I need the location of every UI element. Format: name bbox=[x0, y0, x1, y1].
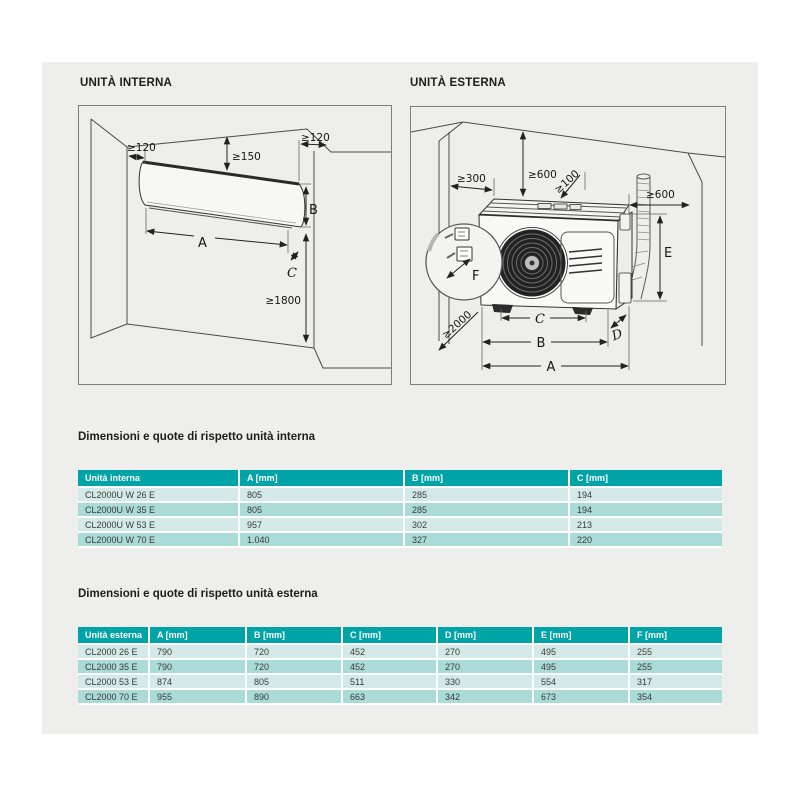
table-cell: 805 bbox=[240, 503, 405, 518]
indoor-dim-a-label: A bbox=[198, 236, 207, 251]
outdoor-dim-c-label: C bbox=[535, 312, 545, 327]
table-cell: 285 bbox=[405, 503, 570, 518]
outdoor-dim-f-label: F bbox=[472, 269, 480, 284]
table-cell: 327 bbox=[405, 533, 570, 548]
indoor-unit-diagram bbox=[78, 105, 392, 385]
outdoor-dim-a-label: A bbox=[546, 360, 556, 375]
table-row bbox=[78, 675, 722, 690]
table-cell: 317 bbox=[630, 675, 722, 690]
table-cell: 955 bbox=[150, 690, 247, 705]
table-cell: CL2000 26 E bbox=[78, 645, 150, 660]
table-row bbox=[78, 645, 722, 660]
table-cell: 663 bbox=[343, 690, 438, 705]
table-cell: CL2000 70 E bbox=[78, 690, 150, 705]
indoor-diagram-title: UNITÀ INTERNA bbox=[80, 77, 173, 89]
column-header: A [mm] bbox=[240, 470, 405, 488]
table-cell: 194 bbox=[570, 488, 722, 503]
outdoor-clearance-back-label: ≥100 bbox=[552, 167, 582, 197]
table-cell: 495 bbox=[534, 660, 630, 675]
outdoor-unit-diagram bbox=[410, 106, 726, 385]
table-cell: 890 bbox=[247, 690, 343, 705]
table-cell: 805 bbox=[240, 488, 405, 503]
table-cell: 720 bbox=[247, 660, 343, 675]
unit-foot bbox=[572, 307, 593, 315]
table-cell: 805 bbox=[247, 675, 343, 690]
table-cell: 673 bbox=[534, 690, 630, 705]
table-cell: 220 bbox=[570, 533, 722, 548]
table-row bbox=[78, 533, 722, 548]
outdoor-dim-b-label: B bbox=[536, 336, 546, 351]
table-cell: CL2000U W 53 E bbox=[78, 518, 240, 533]
table-cell: 511 bbox=[343, 675, 438, 690]
column-header: E [mm] bbox=[534, 627, 630, 645]
column-header: Unità esterna bbox=[78, 627, 150, 645]
table-cell: 213 bbox=[570, 518, 722, 533]
table-row bbox=[78, 660, 722, 675]
indoor-table-header-row bbox=[78, 470, 722, 488]
indoor-clearance-top-label: ≥150 bbox=[232, 151, 261, 163]
indoor-dimensions-table bbox=[78, 470, 722, 548]
unit-foot bbox=[492, 304, 513, 313]
table-cell: CL2000 35 E bbox=[78, 660, 150, 675]
table-cell: 452 bbox=[343, 645, 438, 660]
column-header: B [mm] bbox=[247, 627, 343, 645]
indoor-floor-clearance-label: ≥1800 bbox=[265, 295, 301, 307]
table-cell: 452 bbox=[343, 660, 438, 675]
outdoor-diagram-title: UNITÀ ESTERNA bbox=[410, 77, 506, 89]
table-cell: 354 bbox=[630, 690, 722, 705]
table-cell: 302 bbox=[405, 518, 570, 533]
table-cell: 255 bbox=[630, 660, 722, 675]
indoor-table-title: Dimensioni e quote di rispetto unità interna bbox=[78, 431, 316, 443]
table-row bbox=[78, 518, 722, 533]
table-cell: 790 bbox=[150, 660, 247, 675]
outdoor-clearance-left-label: ≥300 bbox=[457, 173, 486, 185]
indoor-dim-b-label: B bbox=[309, 203, 318, 218]
table-cell: 957 bbox=[240, 518, 405, 533]
table-cell: 342 bbox=[438, 690, 534, 705]
table-cell: 270 bbox=[438, 645, 534, 660]
column-header: C [mm] bbox=[343, 627, 438, 645]
table-cell: 720 bbox=[247, 645, 343, 660]
indoor-clearance-left-label: ≥120 bbox=[127, 142, 156, 154]
outdoor-clearance-right-label: ≥600 bbox=[646, 189, 675, 201]
table-row bbox=[78, 503, 722, 518]
table-cell: 554 bbox=[534, 675, 630, 690]
indoor-dim-c-label: C bbox=[287, 266, 297, 281]
table-cell: CL2000 53 E bbox=[78, 675, 150, 690]
table-cell: 255 bbox=[630, 645, 722, 660]
outdoor-dim-e-label: E bbox=[664, 246, 673, 261]
table-cell: 1.040 bbox=[240, 533, 405, 548]
table-row bbox=[78, 690, 722, 705]
column-header: C [mm] bbox=[570, 470, 722, 488]
table-cell: CL2000U W 70 E bbox=[78, 533, 240, 548]
indoor-unit-drawing bbox=[139, 162, 305, 228]
outdoor-table-title: Dimensioni e quote di rispetto unità esterna bbox=[78, 588, 318, 600]
outdoor-dimensions-table bbox=[78, 627, 722, 705]
outdoor-table-header-row bbox=[78, 627, 722, 645]
column-header: F [mm] bbox=[630, 627, 722, 645]
indoor-clearance-right-label: ≥120 bbox=[301, 132, 330, 144]
table-cell: 495 bbox=[534, 645, 630, 660]
table-cell: 330 bbox=[438, 675, 534, 690]
column-header: Unità interna bbox=[78, 470, 240, 488]
table-row bbox=[78, 488, 722, 503]
table-cell: CL2000U W 26 E bbox=[78, 488, 240, 503]
table-cell: 285 bbox=[405, 488, 570, 503]
valve-detail-circle bbox=[426, 224, 502, 300]
table-cell: 874 bbox=[150, 675, 247, 690]
table-cell: 270 bbox=[438, 660, 534, 675]
column-header: A [mm] bbox=[150, 627, 247, 645]
outdoor-clearance-top-label: ≥600 bbox=[528, 169, 557, 181]
column-header: B [mm] bbox=[405, 470, 570, 488]
outdoor-dim-d-label: D bbox=[609, 326, 625, 345]
table-cell: 790 bbox=[150, 645, 247, 660]
outdoor-clearance-front-label: ≥2000 bbox=[439, 308, 475, 342]
table-cell: CL2000U W 35 E bbox=[78, 503, 240, 518]
column-header: D [mm] bbox=[438, 627, 534, 645]
table-cell: 194 bbox=[570, 503, 722, 518]
